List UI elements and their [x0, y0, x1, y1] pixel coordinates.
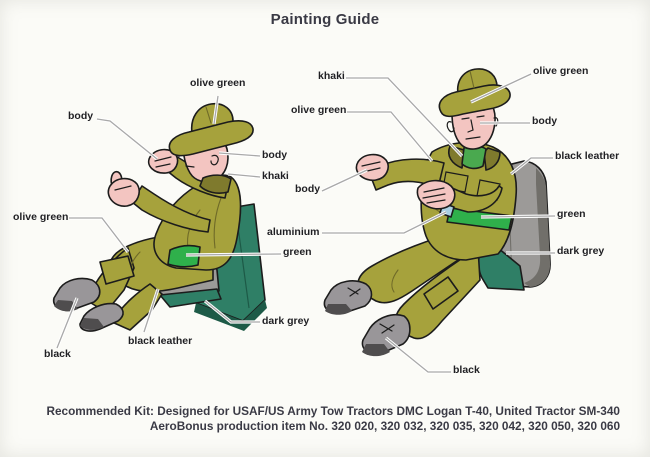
leader-right-collar: [346, 78, 462, 156]
page-title: Painting Guide: [270, 11, 380, 28]
label-right-hat: olive green: [533, 65, 589, 77]
leader-right-hand: [322, 170, 367, 191]
label-right-seat-back: black leather: [555, 150, 620, 162]
label-left-collar: khaki: [262, 170, 289, 182]
recommended-kit-note: [8, 404, 620, 434]
label-right-belt: green: [557, 208, 586, 220]
leader-right-sleeve: [347, 112, 432, 161]
kit-line-2: AeroBonus production item No. 320 020, 320 032, 320 035, 320 042, 320 050, 320 060: [149, 419, 620, 433]
label-right-hand: body: [295, 183, 321, 195]
label-left-trousers: olive green: [13, 211, 69, 223]
leader-left-trousers: [69, 218, 128, 252]
label-right-collar: khaki: [318, 70, 345, 82]
label-left-belt: green: [283, 246, 312, 258]
label-right-face: body: [532, 115, 558, 127]
label-left-seat-back: dark grey: [262, 315, 310, 327]
label-right-watch: aluminium: [267, 226, 320, 238]
label-left-boots: black: [44, 348, 71, 360]
label-left-cushion: black leather: [128, 335, 193, 347]
label-right-seat-bottom: dark grey: [557, 245, 605, 257]
label-left-hat: olive green: [190, 77, 246, 89]
label-left-head: body: [262, 149, 288, 161]
label-right-sleeve: olive green: [291, 104, 347, 116]
label-right-boots: black: [453, 364, 480, 376]
kit-line-1: Recommended Kit: Designed for USAF/US Army Tow Tractors DMC Logan T-40, United Tractor SM-340: [46, 404, 620, 418]
label-left-hand: body: [68, 110, 94, 122]
